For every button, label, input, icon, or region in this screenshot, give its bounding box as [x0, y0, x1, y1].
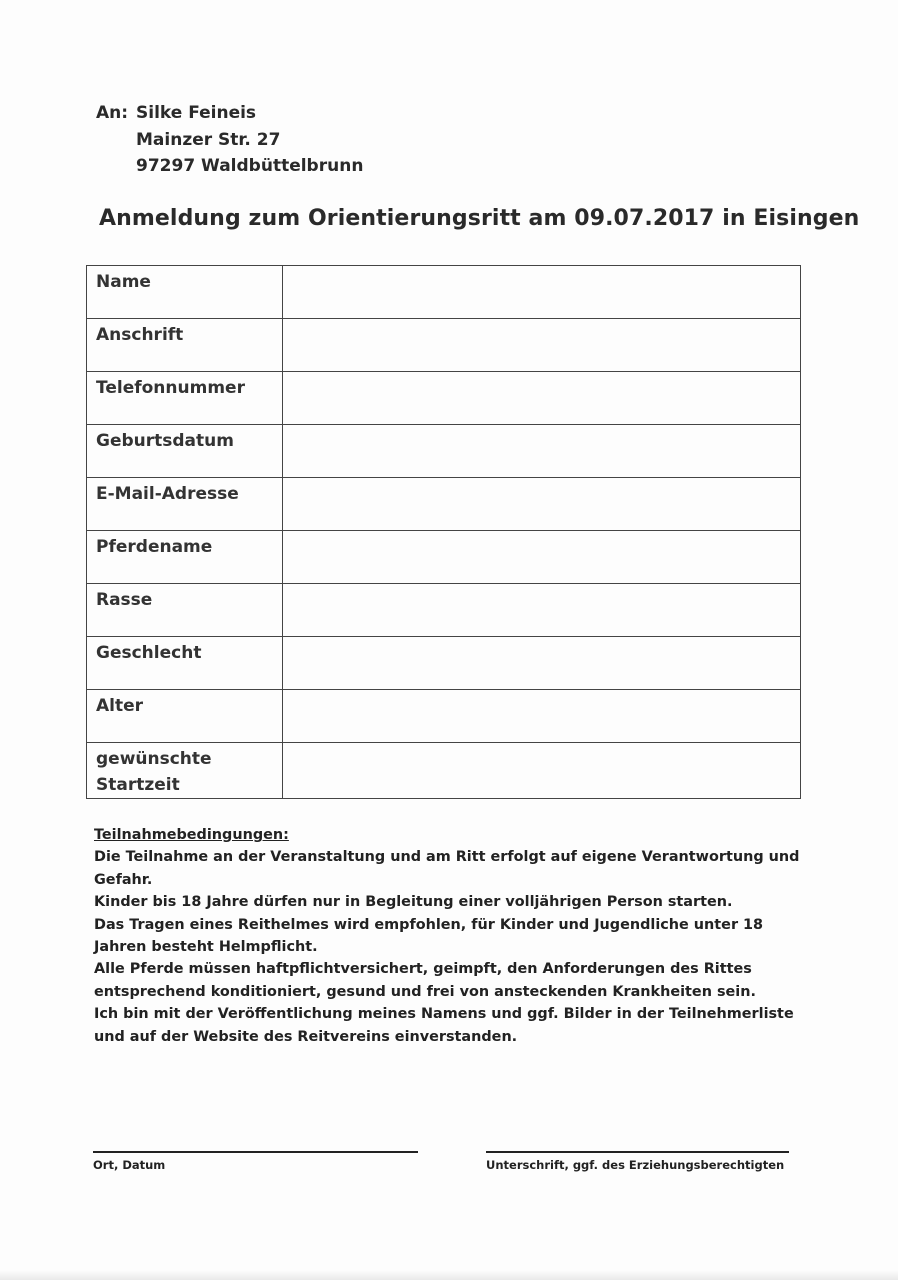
form-row-name — [87, 266, 801, 319]
address-city: 97297 Waldbüttelbrunn — [136, 156, 364, 176]
conditions-heading: Teilnahmebedingungen: — [94, 827, 289, 843]
field-label: Alter — [87, 690, 283, 743]
form-row-start-time — [87, 743, 801, 799]
address-street: Mainzer Str. 27 — [136, 129, 281, 150]
field-label: Name — [87, 266, 283, 319]
field-value-cell[interactable] — [283, 478, 801, 531]
form-row-phone — [87, 372, 801, 425]
place-date-label: Ort, Datum — [93, 1158, 166, 1172]
field-label: E-Mail-Adresse — [87, 478, 283, 531]
address-name: Silke Feineis — [136, 103, 257, 123]
scan-edge — [0, 1270, 898, 1280]
place-date-line[interactable] — [93, 1151, 418, 1153]
field-label: Geburtsdatum — [87, 425, 283, 478]
recipient-address — [96, 100, 363, 180]
field-label: Geschlecht — [87, 637, 283, 690]
document-title: Anmeldung zum Orientierungsritt am 09.07.2017 in Eisingen — [99, 206, 860, 231]
condition-paragraph: Ich bin mit der Veröffentlichung meines Namens und ggf. Bilder in der Teilnehmerliste und auf der Website des Reitvereins einverstanden. — [94, 1006, 794, 1045]
address-prefix: An: — [96, 103, 129, 123]
field-value-cell[interactable] — [283, 584, 801, 637]
field-value-cell[interactable] — [283, 637, 801, 690]
condition-paragraph: Die Teilnahme an der Veranstaltung und am Ritt erfolgt auf eigene Verantwortung und Gefahr. — [94, 849, 800, 888]
condition-paragraph: Alle Pferde müssen haftpflichtversichert, geimpft, den Anforderungen des Rittes entsprechend konditioniert, gesund und frei von ansteckenden Krankheiten sein. — [94, 961, 756, 1000]
form-row-email — [87, 478, 801, 531]
field-value-cell[interactable] — [283, 743, 801, 799]
field-value-cell[interactable] — [283, 425, 801, 478]
signature-line[interactable] — [486, 1151, 789, 1153]
signature-label: Unterschrift, ggf. des Erziehungsberechtigten — [486, 1158, 785, 1172]
field-value-cell[interactable] — [283, 319, 801, 372]
field-label: gewünschte Startzeit — [87, 743, 283, 799]
registration-form-table — [86, 265, 801, 799]
form-row-birthdate — [87, 425, 801, 478]
participation-conditions — [94, 824, 814, 1048]
field-label: Anschrift — [87, 319, 283, 372]
field-value-cell[interactable] — [283, 690, 801, 743]
form-row-age — [87, 690, 801, 743]
form-row-breed — [87, 584, 801, 637]
field-value-cell[interactable] — [283, 372, 801, 425]
field-label: Pferdename — [87, 531, 283, 584]
form-row-address — [87, 319, 801, 372]
form-row-sex — [87, 637, 801, 690]
field-label: Rasse — [87, 584, 283, 637]
field-label: Telefonnummer — [87, 372, 283, 425]
condition-paragraph: Kinder bis 18 Jahre dürfen nur in Begleitung einer volljährigen Person starten. — [94, 894, 733, 911]
condition-paragraph: Das Tragen eines Reithelmes wird empfohlen, für Kinder und Jugendliche unter 18 Jahren besteht Helmpflicht. — [94, 916, 764, 956]
field-value-cell[interactable] — [283, 531, 801, 584]
form-row-horse-name — [87, 531, 801, 584]
field-value-cell[interactable] — [283, 266, 801, 319]
